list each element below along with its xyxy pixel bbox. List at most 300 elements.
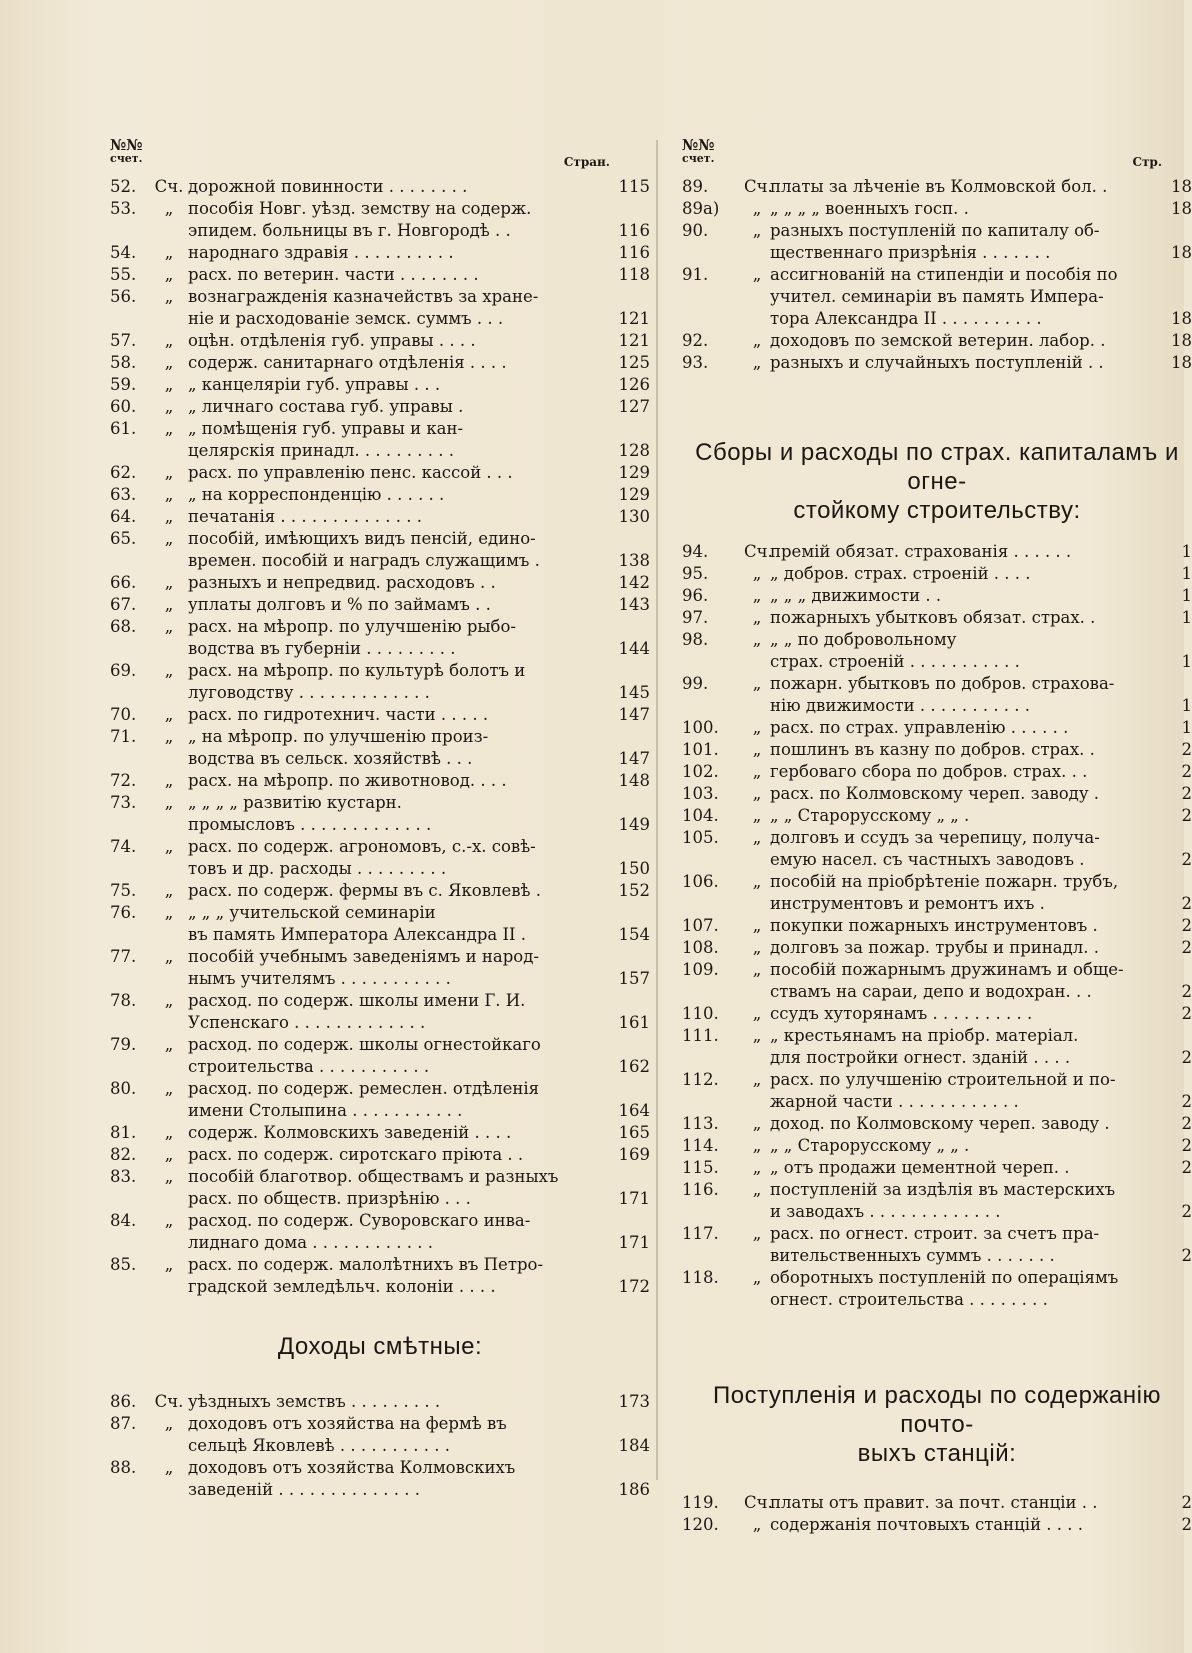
entry-marker: „ bbox=[164, 947, 174, 966]
entry-text: „ „ Старорусскому „ „ . bbox=[770, 1136, 970, 1155]
entry-page-number bbox=[610, 726, 650, 748]
entry-line bbox=[682, 607, 1192, 629]
entry-text: „ „ „ „ военныхъ госп. . bbox=[770, 199, 969, 218]
entry-marker: „ bbox=[164, 705, 174, 724]
entry-marker: „ bbox=[164, 1414, 174, 1433]
entry-number: 89а) bbox=[682, 199, 720, 218]
entry-line bbox=[682, 1492, 1192, 1514]
entry-text: пожарныхъ убытковъ обязат. страх. . bbox=[770, 608, 1096, 627]
entry-page-number: 184 bbox=[618, 1436, 650, 1455]
entry-line bbox=[682, 739, 1192, 761]
entry-text: сельцѣ Яковлевѣ . . . . . . . . . . . bbox=[188, 1436, 451, 1455]
entry bbox=[110, 1166, 650, 1210]
entry-text: огнест. строительства . . . . . . . . bbox=[770, 1290, 1048, 1309]
entry-text: народнаго здравія . . . . . . . . . . bbox=[188, 243, 454, 262]
left-column-header bbox=[110, 138, 650, 176]
entry-line bbox=[682, 805, 1192, 827]
entry-number: 111. bbox=[682, 1026, 719, 1045]
entry-page-number bbox=[1152, 629, 1192, 651]
entry-text: расх. на мѣропр. по животновод. . . . bbox=[188, 771, 507, 790]
entry-line bbox=[682, 673, 1192, 695]
entry-text: луговодству . . . . . . . . . . . . . bbox=[188, 683, 430, 702]
entry-marker: „ bbox=[164, 243, 174, 262]
entry-page-number bbox=[610, 792, 650, 814]
entry-page-number bbox=[610, 946, 650, 968]
entry bbox=[682, 1113, 1192, 1135]
entry-text: ствамъ на сараи, депо и водохран. . . bbox=[770, 982, 1092, 1001]
entry-number: 58. bbox=[110, 353, 137, 372]
entry-text: „ крестьянамъ на пріобр. матеріал. bbox=[770, 1026, 1079, 1045]
entry-continuation-line bbox=[110, 440, 650, 462]
entry-text: щественнаго призрѣнія . . . . . . . bbox=[770, 243, 1051, 262]
entry-page-number: 2 bbox=[1181, 806, 1192, 825]
entry-number: 83. bbox=[110, 1167, 137, 1186]
entry bbox=[110, 1122, 650, 1144]
entry-page-number: 2 bbox=[1181, 1246, 1192, 1265]
entry-number: 62. bbox=[110, 463, 137, 482]
entry bbox=[682, 805, 1192, 827]
entry-marker: „ bbox=[752, 1004, 762, 1023]
entry-text: вознагражденія казначействъ за хране- bbox=[188, 287, 539, 306]
entry-page-number: 116 bbox=[618, 243, 650, 262]
col-page-label: Стран. bbox=[563, 155, 610, 169]
entry-page-number: 121 bbox=[618, 309, 650, 328]
entry-number: 55. bbox=[110, 265, 137, 284]
entry-number: 54. bbox=[110, 243, 137, 262]
entry bbox=[682, 1514, 1192, 1536]
entry-page-number: 18 bbox=[1171, 243, 1192, 262]
entry-text: расх. по управленію пенс. кассой . . . bbox=[188, 463, 513, 482]
right-column-header bbox=[682, 138, 1192, 176]
entry-text: нымъ учителямъ . . . . . . . . . . . bbox=[188, 969, 451, 988]
entry bbox=[110, 836, 650, 880]
entry-page-number: 2 bbox=[1181, 1515, 1192, 1534]
entry-text: разныхъ поступленій по капиталу об- bbox=[770, 221, 1100, 240]
entry-line bbox=[682, 585, 1192, 607]
entry-text: расх. на мѣропр. по культурѣ болотъ и bbox=[188, 661, 526, 680]
entry bbox=[682, 673, 1192, 717]
entry bbox=[110, 198, 650, 242]
entry bbox=[110, 1413, 650, 1457]
entry-line bbox=[682, 629, 1192, 651]
entry-text: „ личнаго состава губ. управы . bbox=[188, 397, 464, 416]
entry-line bbox=[110, 792, 650, 814]
entry-number: 64. bbox=[110, 507, 137, 526]
income-entry-list bbox=[110, 1391, 650, 1501]
entry-marker: Сч. bbox=[154, 177, 184, 196]
entry-text: разныхъ и непредвид. расходовъ . . bbox=[188, 573, 496, 592]
entry-text: пособій, имѣющихъ видъ пенсій, едино- bbox=[188, 529, 536, 548]
entry-number: 78. bbox=[110, 991, 137, 1010]
entry-page-number: 162 bbox=[618, 1057, 650, 1076]
entry-page-number bbox=[610, 660, 650, 682]
entry-text: доходовъ по земской ветерин. лабор. . bbox=[770, 331, 1106, 350]
entry-continuation-line bbox=[682, 308, 1192, 330]
entry-text: уѣздныхъ земствъ . . . . . . . . . bbox=[188, 1392, 441, 1411]
entry-line bbox=[682, 1025, 1192, 1047]
entry-text: премій обязат. страхованія . . . . . . bbox=[770, 542, 1072, 561]
entry-line bbox=[110, 528, 650, 550]
entry-text: градской земледѣльч. колоніи . . . . bbox=[188, 1277, 496, 1296]
entry-page-number bbox=[1152, 1179, 1192, 1201]
entry-line bbox=[110, 484, 650, 506]
entry-text: „ „ по добровольному bbox=[770, 630, 957, 649]
entry-marker: „ bbox=[752, 718, 762, 737]
entry-number: 71. bbox=[110, 727, 137, 746]
entry-marker: Сч. bbox=[744, 177, 773, 196]
entry-marker: „ bbox=[752, 740, 762, 759]
entry-line bbox=[110, 1166, 650, 1188]
entry-text: поступленій за издѣлія въ мастерскихъ bbox=[770, 1180, 1116, 1199]
entry-continuation-line bbox=[682, 1245, 1192, 1267]
entry-line bbox=[110, 836, 650, 858]
entry-number: 92. bbox=[682, 331, 709, 350]
right-col-page-label: Стр. bbox=[1132, 155, 1162, 169]
entry-marker: „ bbox=[752, 353, 762, 372]
entry-continuation-line bbox=[682, 1091, 1192, 1113]
entry bbox=[110, 770, 650, 792]
section-title-insurance bbox=[682, 438, 1192, 525]
entry-marker: „ bbox=[164, 353, 174, 372]
entry-line bbox=[110, 1034, 650, 1056]
entry-text: пошлинъ въ казну по добров. страх. . bbox=[770, 740, 1095, 759]
entry-number: 97. bbox=[682, 608, 709, 627]
entry bbox=[682, 739, 1192, 761]
entry-marker: „ bbox=[752, 1158, 762, 1177]
entry-text: расх. по страх. управленію . . . . . . bbox=[770, 718, 1069, 737]
entry-marker: Сч. bbox=[744, 542, 773, 561]
entry-page-number: 1 bbox=[1181, 542, 1192, 561]
entry-continuation-line bbox=[110, 682, 650, 704]
entry bbox=[110, 616, 650, 660]
entry-line bbox=[110, 286, 650, 308]
entry bbox=[110, 396, 650, 418]
entry bbox=[110, 902, 650, 946]
entry-text: расход. по содерж. школы имени Г. И. bbox=[188, 991, 526, 1010]
section-title-income: Доходы смѣтные: bbox=[277, 1333, 483, 1360]
entry-marker: „ bbox=[752, 1114, 762, 1133]
entry-text: времен. пособій и наградъ служащимъ . bbox=[188, 551, 540, 570]
entry-continuation-line bbox=[682, 893, 1192, 915]
entry-continuation-line bbox=[682, 286, 1192, 308]
entry-continuation-line bbox=[110, 1100, 650, 1122]
entry-line bbox=[110, 462, 650, 484]
insurance-entry-list bbox=[682, 541, 1192, 1311]
entry-text: доход. по Колмовскому череп. заводу . bbox=[770, 1114, 1110, 1133]
entry-page-number: 1 bbox=[1181, 696, 1192, 715]
entry-number: 98. bbox=[682, 630, 709, 649]
entry-number: 119. bbox=[682, 1493, 719, 1512]
entry-marker: „ bbox=[752, 806, 762, 825]
entry-number: 79. bbox=[110, 1035, 137, 1054]
entry bbox=[682, 220, 1192, 264]
entry bbox=[110, 352, 650, 374]
entry-text: расх. по гидротехнич. части . . . . . bbox=[188, 705, 489, 724]
entry bbox=[682, 198, 1192, 220]
entry-page-number: 126 bbox=[618, 375, 650, 394]
entry-marker: „ bbox=[752, 872, 762, 891]
entry-continuation-line bbox=[682, 1201, 1192, 1223]
entry-marker: „ bbox=[752, 630, 762, 649]
entry-continuation-line bbox=[110, 1435, 650, 1457]
entry-marker: „ bbox=[164, 1123, 174, 1142]
entry-page-number: 161 bbox=[618, 1013, 650, 1032]
entry-page-number: 173 bbox=[618, 1392, 650, 1411]
entry-page-number: 128 bbox=[618, 441, 650, 460]
entry-line bbox=[110, 242, 650, 264]
entry-page-number: 2 bbox=[1181, 938, 1192, 957]
entry-line bbox=[682, 352, 1192, 374]
entry-number: 96. bbox=[682, 586, 709, 605]
entry-text: печатанія . . . . . . . . . . . . . . bbox=[188, 507, 423, 526]
entry-marker: „ bbox=[752, 784, 762, 803]
entry-line bbox=[110, 396, 650, 418]
entry-line bbox=[682, 1179, 1192, 1201]
entry-continuation-line bbox=[682, 651, 1192, 673]
entry-page-number: 145 bbox=[618, 683, 650, 702]
entry-marker: „ bbox=[752, 1026, 762, 1045]
entry-page-number: 118 bbox=[618, 265, 650, 284]
entry-marker: „ bbox=[752, 938, 762, 957]
entry-text: долговъ и ссудъ за черепицу, получа- bbox=[770, 828, 1100, 847]
entry-line bbox=[682, 827, 1192, 849]
entry-page-number: 18 bbox=[1171, 353, 1192, 372]
entry bbox=[110, 1210, 650, 1254]
entry-page-number: 142 bbox=[618, 573, 650, 592]
entry bbox=[682, 1135, 1192, 1157]
entry bbox=[682, 871, 1192, 915]
entry-page-number: 2 bbox=[1181, 1004, 1192, 1023]
entry-text: емую насел. съ частныхъ заводовъ . bbox=[770, 850, 1085, 869]
entry-page-number: 143 bbox=[618, 595, 650, 614]
entry-continuation-line bbox=[110, 220, 650, 242]
entry-page-number: 1 bbox=[1181, 652, 1192, 671]
entry-page-number: 149 bbox=[618, 815, 650, 834]
entry bbox=[682, 1069, 1192, 1113]
entry-line bbox=[682, 176, 1192, 198]
entry-line bbox=[110, 1210, 650, 1232]
entry-number: 102. bbox=[682, 762, 719, 781]
entry-line bbox=[110, 198, 650, 220]
entry-page-number: 129 bbox=[618, 463, 650, 482]
entry-text: нію движимости . . . . . . . . . . . bbox=[770, 696, 1031, 715]
entry-number: 53. bbox=[110, 199, 137, 218]
entry-page-number: 2 bbox=[1181, 1114, 1192, 1133]
entry-line bbox=[110, 264, 650, 286]
entry-page-number: 18 bbox=[1171, 309, 1192, 328]
entry-marker: „ bbox=[164, 529, 174, 548]
entry-line bbox=[110, 946, 650, 968]
entry bbox=[110, 286, 650, 330]
entry-number: 91. bbox=[682, 265, 709, 284]
entry-number: 95. bbox=[682, 564, 709, 583]
entry bbox=[110, 528, 650, 572]
entry-line bbox=[682, 761, 1192, 783]
entry-text: ніе и расходованіе земск. суммъ . . . bbox=[188, 309, 504, 328]
entry-page-number bbox=[1152, 959, 1192, 981]
entry-line bbox=[682, 541, 1192, 563]
entry-page-number: 2 bbox=[1181, 1092, 1192, 1111]
entry-number: 77. bbox=[110, 947, 137, 966]
entry bbox=[110, 946, 650, 990]
entry-number: 109. bbox=[682, 960, 719, 979]
entry-line bbox=[682, 717, 1192, 739]
entry-page-number: 125 bbox=[618, 353, 650, 372]
entry bbox=[682, 541, 1192, 563]
entry-page-number bbox=[1152, 871, 1192, 893]
entry-page-number bbox=[610, 198, 650, 220]
entry-continuation-line bbox=[110, 308, 650, 330]
entry-text: расход. по содерж. школы огнестойкаго bbox=[188, 1035, 541, 1054]
entry-number: 86. bbox=[110, 1392, 137, 1411]
entry-text: „ „ „ движимости . . bbox=[770, 586, 942, 605]
entry-text: „ добров. страх. строеній . . . . bbox=[770, 564, 1031, 583]
entry-text: „ „ Старорусскому „ „ . bbox=[770, 806, 970, 825]
entry-page-number bbox=[610, 902, 650, 924]
entry-number: 82. bbox=[110, 1145, 137, 1164]
entry-page-number bbox=[610, 1457, 650, 1479]
entry-number: 84. bbox=[110, 1211, 137, 1230]
entry-text: вительственныхъ суммъ . . . . . . . bbox=[770, 1246, 1055, 1265]
entry-text: пособій благотвор. обществамъ и разныхъ bbox=[188, 1167, 559, 1186]
section-title-postal-line: выхъ станцій: bbox=[857, 1440, 1017, 1467]
right-col-no-sublabel: счет. bbox=[682, 152, 715, 165]
entry-page-number bbox=[610, 1078, 650, 1100]
entry-line bbox=[110, 1413, 650, 1435]
entry-text: расх. по ветерин. части . . . . . . . . bbox=[188, 265, 479, 284]
entry-line bbox=[682, 563, 1192, 585]
entry-page-number bbox=[610, 1254, 650, 1276]
entry-text: товъ и др. расходы . . . . . . . . . bbox=[188, 859, 447, 878]
entry-line bbox=[110, 616, 650, 638]
entry bbox=[110, 418, 650, 462]
entry bbox=[110, 1078, 650, 1122]
entry-page-number bbox=[1152, 1223, 1192, 1245]
entry bbox=[682, 264, 1192, 330]
entry-number: 104. bbox=[682, 806, 719, 825]
entry-page-number bbox=[610, 1034, 650, 1056]
entry-page-number: 1 bbox=[1181, 586, 1192, 605]
entry-line bbox=[110, 1254, 650, 1276]
entry-text: покупки пожарныхъ инструментовъ . bbox=[770, 916, 1098, 935]
entry-line bbox=[110, 594, 650, 616]
entry-continuation-line bbox=[110, 1276, 650, 1298]
entry bbox=[682, 915, 1192, 937]
entry-text: расх. по содерж. сиротскаго пріюта . . bbox=[188, 1145, 524, 1164]
entry-page-number bbox=[1152, 827, 1192, 849]
entry-text: „ канцеляріи губ. управы . . . bbox=[188, 375, 441, 394]
entry bbox=[682, 330, 1192, 352]
entry-page-number bbox=[610, 990, 650, 1012]
entry-page-number bbox=[610, 616, 650, 638]
entry-number: 80. bbox=[110, 1079, 137, 1098]
entry-marker: „ bbox=[752, 1224, 762, 1243]
entry-page-number: 18 bbox=[1171, 331, 1192, 350]
entry-page-number: 147 bbox=[618, 749, 650, 768]
entry-number: 113. bbox=[682, 1114, 719, 1133]
entry-marker: „ bbox=[164, 617, 174, 636]
entry-page-number: 2 bbox=[1181, 1136, 1192, 1155]
entry-page-number: 152 bbox=[618, 881, 650, 900]
entry bbox=[682, 1025, 1192, 1069]
right-column bbox=[682, 138, 1192, 1536]
entry-marker: „ bbox=[164, 595, 174, 614]
entry-number: 93. bbox=[682, 353, 709, 372]
entry bbox=[682, 761, 1192, 783]
entry-marker: „ bbox=[164, 265, 174, 284]
entry-marker: „ bbox=[752, 1180, 762, 1199]
entry-number: 85. bbox=[110, 1255, 137, 1274]
left-column bbox=[110, 138, 650, 1501]
entry-page-number bbox=[1152, 1289, 1192, 1311]
entry-text: учител. семинаріи въ память Импера- bbox=[770, 287, 1104, 306]
entry-marker: „ bbox=[164, 1079, 174, 1098]
entry-text: уплаты долговъ и % по займамъ . . bbox=[188, 595, 491, 614]
entry-text: дорожной повинности . . . . . . . . bbox=[188, 177, 468, 196]
column-divider bbox=[656, 140, 658, 1480]
entry bbox=[110, 660, 650, 704]
entry-page-number: 138 bbox=[618, 551, 650, 570]
entry-page-number bbox=[610, 1413, 650, 1435]
entry bbox=[110, 726, 650, 770]
entry-number: 110. bbox=[682, 1004, 719, 1023]
entry-text: расх. по обществ. призрѣнію . . . bbox=[188, 1189, 471, 1208]
entry-page-number: 121 bbox=[618, 331, 650, 350]
entry-text: содерж. Колмовскихъ заведеній . . . . bbox=[188, 1123, 512, 1142]
entry-page-number bbox=[1152, 220, 1192, 242]
entry-line bbox=[110, 1078, 650, 1100]
entry-line bbox=[110, 990, 650, 1012]
entry-page-number bbox=[1152, 286, 1192, 308]
entry-page-number: 2 bbox=[1181, 1158, 1192, 1177]
entry-text: гербоваго сбора по добров. страх. . . bbox=[770, 762, 1088, 781]
entry bbox=[682, 959, 1192, 1003]
entry-text: расход. по содерж. ремеслен. отдѣленія bbox=[188, 1079, 540, 1098]
entry bbox=[682, 1492, 1192, 1514]
entry-page-number: 147 bbox=[618, 705, 650, 724]
section-title-insurance-line: Сборы и расходы по страх. капиталамъ и огне- bbox=[695, 439, 1179, 495]
entry-marker: „ bbox=[164, 727, 174, 746]
entry-continuation-line bbox=[110, 748, 650, 770]
entry-marker: „ bbox=[164, 287, 174, 306]
entry-marker: „ bbox=[752, 916, 762, 935]
entry-marker: „ bbox=[164, 837, 174, 856]
entry bbox=[682, 783, 1192, 805]
entry-text: долговъ за пожар. трубы и принадл. . bbox=[770, 938, 1099, 957]
entry-number: 69. bbox=[110, 661, 137, 680]
entry-text: строительства . . . . . . . . . . . bbox=[188, 1057, 430, 1076]
entry-number: 81. bbox=[110, 1123, 137, 1142]
entry-number: 107. bbox=[682, 916, 719, 935]
entry bbox=[110, 1254, 650, 1298]
entry-page-number: 130 bbox=[618, 507, 650, 526]
entry-text: платы отъ правит. за почт. станціи . . bbox=[770, 1493, 1098, 1512]
entry-text: эпидем. больницы въ г. Новгородѣ . . bbox=[188, 221, 511, 240]
entry-page-number: 129 bbox=[618, 485, 650, 504]
entry bbox=[110, 1391, 650, 1413]
entry-line bbox=[682, 264, 1192, 286]
entry bbox=[110, 462, 650, 484]
entry bbox=[682, 827, 1192, 871]
entry-line bbox=[110, 1144, 650, 1166]
entry-number: 61. bbox=[110, 419, 137, 438]
entry-page-number: 186 bbox=[618, 1480, 650, 1499]
entry-page-number: 2 bbox=[1181, 1048, 1192, 1067]
entry-marker: „ bbox=[164, 1145, 174, 1164]
entry-marker: „ bbox=[752, 1136, 762, 1155]
entry bbox=[110, 330, 650, 352]
entry-page-number: 157 bbox=[618, 969, 650, 988]
